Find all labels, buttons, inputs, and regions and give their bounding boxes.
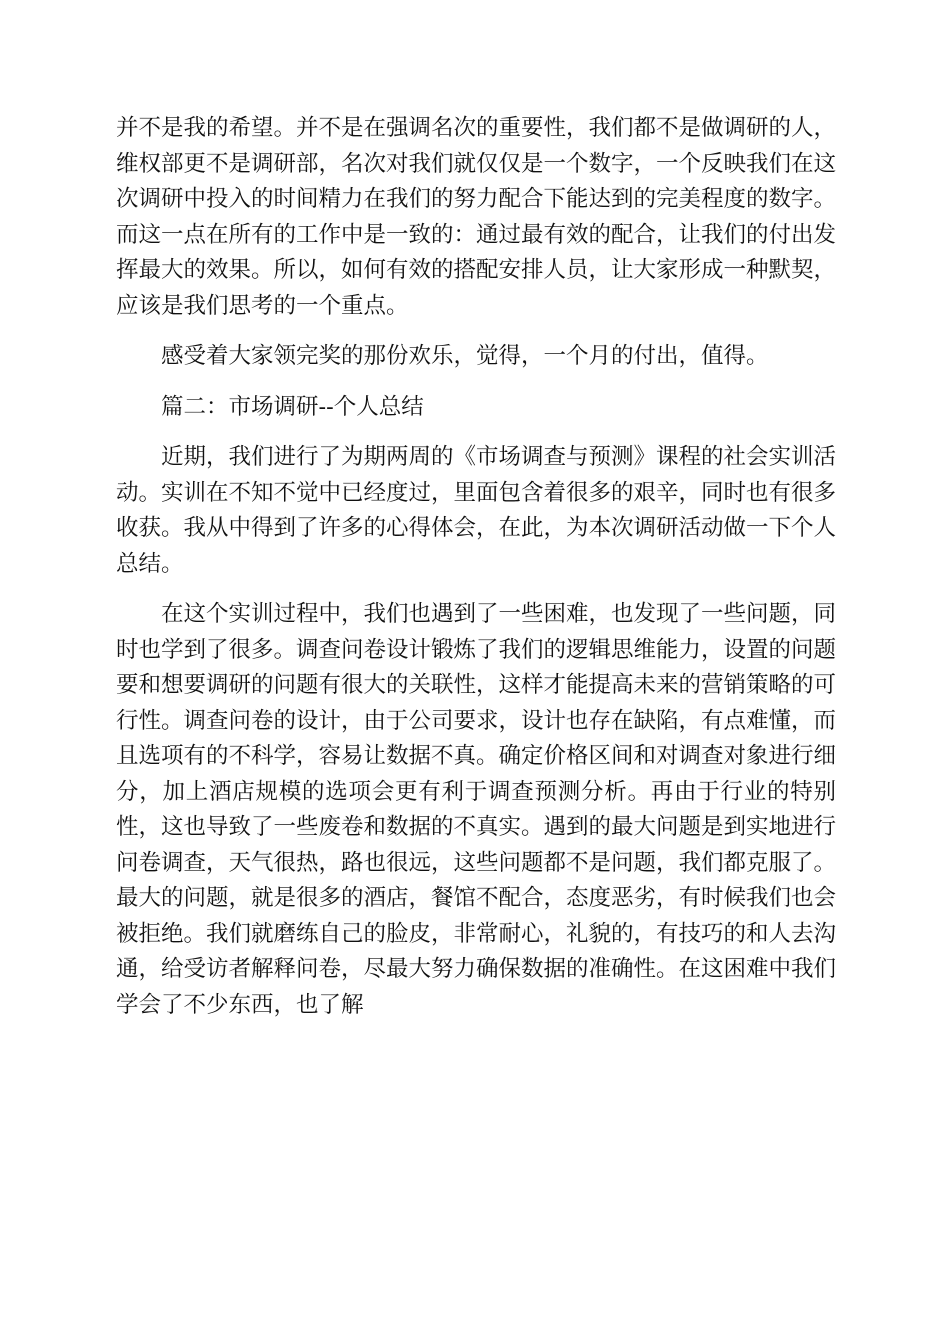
paragraph-reflection: 感受着大家领完奖的那份欢乐，觉得，一个月的付出，值得。 xyxy=(161,343,769,369)
paragraph-intro: 近期，我们进行了为期两周的《市场调查与预测》课程的社会实训活动。实训在不知不觉中已经度过，里面包含着很多的艰辛，同时也有很多收获。我从中得到了许多的心得体会，在此，为本次调研活动做一下个人总结。 xyxy=(116,444,837,577)
section-heading: 篇二：市场调研--个人总结 xyxy=(161,393,424,420)
document-page xyxy=(116,111,836,1023)
paragraph-body: 在这个实训过程中，我们也遇到了一些困难，也发现了一些问题，同时也学到了很多。调查问卷设计锻炼了我们的逻辑思维能力，设置的问题要和想要调研的问题有很大的关联性，这样才能提高未来的营销策略的可行性。调查问卷的设计，由于公司要求，设计也存在缺陷，有点难懂，而且选项有的不科学，容易让数据不真。确定价格区间和对调查对象进行细分，加上酒店规模的选项会更有利于调查预测分析。再由于行业的特别性，这也导致了一些废卷和数据的不真实。遇到的最大问题是到实地进行问卷调查，天气很热，路也很远，这些问题都不是问题，我们都克服了。最大的问题，就是很多的酒店，餐馆不配合，态度恶劣，有时候我们也会被拒绝。我们就磨练自己的脸皮，非常耐心，礼貌的，有技巧的和人去沟通，给受访者解释问卷，尽最大努力确保数据的准确性。在这困难中我们学会了不少东西，也了解 xyxy=(116,601,837,1018)
paragraph-continuation: 并不是我的希望。并不是在强调名次的重要性，我们都不是做调研的人，维权部更不是调研部，名次对我们就仅仅是一个数字，一个反映我们在这次调研中投入的时间精力在我们的努力配合下能达到的完美程度的数字。而这一点在所有的工作中是一致的：通过最有效的配合，让我们的付出发挥最大的效果。所以，如何有效的搭配安排人员，让大家形成一种默契，应该是我们思考的一个重点。 xyxy=(116,115,837,319)
